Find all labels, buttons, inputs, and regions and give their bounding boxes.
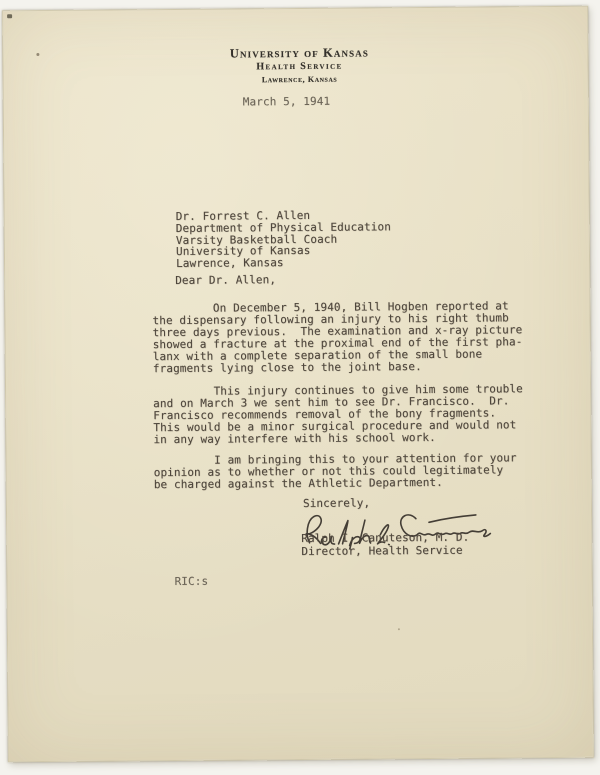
paragraph-1: On December 5, 1940, Bill Hogben reported at the dispensary following an injury to his right thumb three days previous. The examination and x-ray picture showed a fracture at the proximal end of the first pha- lanx with a complete separation of the small bone fragments lying close to the joint base.	[152, 299, 523, 376]
letterhead-department: Health Service	[256, 60, 343, 73]
letterhead-university: University of Kansas	[229, 45, 369, 61]
recipient-address: Dr. Forrest C. Allen Department of Physical Education Varsity Basketball Coach University of Kansas Lawrence, Kansas	[175, 208, 391, 271]
salutation: Dear Dr. Allen,	[175, 273, 277, 287]
signer-typed-name: Ralph I. Canuteson, M. D.	[301, 530, 470, 545]
paragraph-3: I am bringing this to your attention for your opinion as to whether or not this could legitimately be charged against the Athletic Department.	[153, 451, 517, 492]
scan-artifact-speck	[36, 53, 39, 56]
scan-artifact-corner-mark	[7, 14, 12, 18]
scan-artifact-speck	[398, 628, 400, 630]
typist-initials: RIC:s	[174, 574, 209, 588]
letterhead-location: Lawrence, Kansas	[261, 74, 338, 85]
letterhead	[7, 7, 591, 85]
closing: Sincerely,	[302, 496, 371, 510]
date-line: March 5, 1941	[242, 94, 331, 109]
paragraph-2: This injury continues to give him some trouble and on March 3 we sent him to see Dr. Francisco. Dr. Francisco recommends removal of the bony fragments. This would be a minor surgical procedure and would not in any way interfere with his school work.	[153, 382, 523, 447]
letter-page	[2, 6, 594, 763]
signer-title: Director, Health Service	[301, 543, 463, 558]
